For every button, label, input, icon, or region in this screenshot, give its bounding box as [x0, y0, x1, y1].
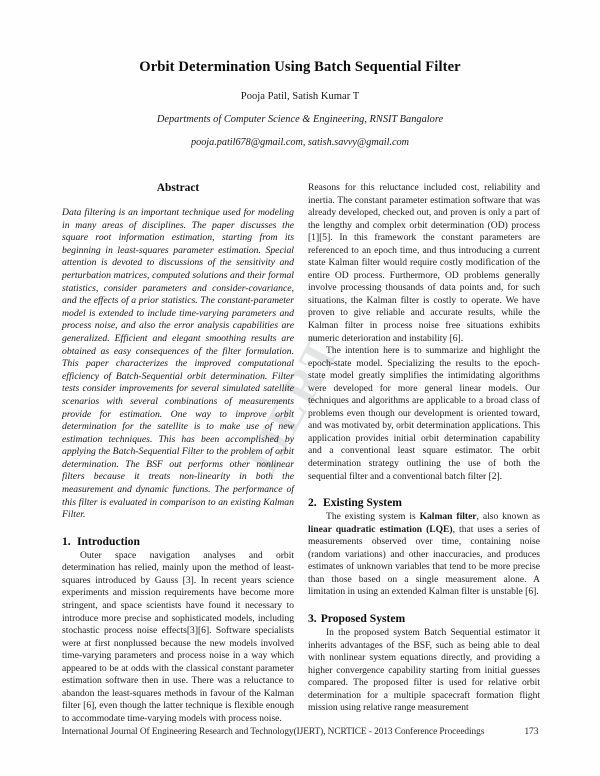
page-footer — [0, 726, 600, 748]
footer-content — [36, 726, 564, 737]
ijert-watermark: IJERT — [235, 327, 351, 483]
existing-mid: , also known as — [476, 511, 540, 523]
section-number-1: 1. — [62, 534, 71, 548]
section-heading-introduction — [62, 535, 294, 548]
existing-system-paragraph — [308, 511, 540, 599]
abstract-heading: Abstract — [156, 182, 200, 194]
section-number-3: 3. — [308, 611, 317, 625]
section-title-existing-system: Existing System — [323, 496, 402, 510]
introduction-paragraph: Outer space navigation analyses and orbit determination has relied, mainly upon the method of least-squares introduced by Gauss [3]. In recent years science experiments and mission requirements have become more stringent, and space scientists have found it necessary to introduce more precise and sophisticated models, including stochastic process noise effects[3][6]. Software specialists were at first nonplussed because the new models involved time-varying parameters and process noise in a way which appeared to be at odds with the classical constant parameter estimation software then in use. There was a reluctance to abandon the least-squares methods in favour of the Kalman filter [6], even though the latter technique is flexible enough to accommodate time-varying models with process noise. — [62, 549, 294, 724]
term-kalman-filter: Kalman filter — [419, 511, 477, 523]
proposed-system-paragraph: In the proposed system Batch Sequential estimator it inherits advantages of the BSF, such as being able to deal with nonlinear system equations directly, and providing a higher convergence capability starting from initial guesses compared. The proposed filter is used for relative orbit determination for a multiple spacecraft formation flight mission using relative range measurement — [308, 626, 540, 714]
page-number: 173 — [524, 726, 539, 737]
existing-lead: The existing system is — [326, 511, 420, 523]
abstract-text: Data filtering is an important technique used for modeling in many areas of disciplines. The paper discusses the square root information estimation, starting from its beginning in least-squares parameter estimation. Special attention is devoted to discussions of the sensitivity and perturbation matrices, computed solutions and their formal statistics, consider parameters and consider-covariance, and the effects of a prior statistics. The constant-parameter model is extended to include time-varying parameters and process noise, and also the error analysis capabilities are generalized. Efficient and elegant smoothing results are obtained as easy consequences of the filter formulation. This paper characterizes the improved computational efficiency of Batch-Sequential orbit determination. Filter tests consider improvements for several simulated satellite scenarios with several combinations of measurements provide for estimation. One way to improve orbit determination for the satellite is to make use of new estimation techniques. This has been accomplished by applying the Batch-Sequential Filter to the problem of orbit determination. The BSF out performs other nonlinear filters because it treats non-linearity in both the measurement and dynamic functions. The performance of this filter is evaluated in comparison to an existing Kalman Filter. — [62, 207, 294, 521]
page-title: Orbit Determination Using Batch Sequential Filter — [139, 59, 461, 75]
reluctance-paragraph: Reasons for this reluctance included cost, reliability and inertia. The constant parameter estimation software that was already developed, checked out, and proven is only a part of the lengthy and complex orbit determination (OD) process [1][5]. In this framework the constant parameters are referenced to an epoch time, and thus introducing a current state Kalman filter would require costly modification of the entire OD process. Furthermore, OD problems generally involve processing thousands of data points and, for such situations, the Kalman filter is costly to operate. We have proven to give reliable and accurate results, while the Kalman filter in process noise free situations exhibits numeric deterioration and instability [6]. — [308, 182, 540, 344]
email-line: pooja.patil678@gmail.com, satish.savvy@gmail.com — [191, 136, 409, 148]
right-column — [308, 182, 540, 726]
author-list: Pooja Patil, Satish Kumar T — [240, 91, 360, 103]
section-title-introduction: Introduction — [77, 534, 140, 548]
left-column — [62, 182, 294, 726]
footer-citation: International Journal Of Engineering Research and Technology(IJERT), NCRTICE - 2013 Conference Proceedings — [61, 727, 485, 737]
affiliation-line: Departments of Computer Science & Engineering, RNSIT Bangalore — [156, 114, 444, 125]
section-title-proposed-system: Proposed System — [320, 611, 406, 625]
existing-rest: , that uses a series of measurements observed over time, containing noise (random variations) and other inaccuracies, and produces estimates of unknown variables that tend to be more precise than those based on a single measurement alone. A limitation in using an extended Kalman filter is unstable [6]. — [308, 523, 540, 598]
paper-masthead — [0, 0, 600, 149]
section-heading-existing-system — [308, 496, 540, 509]
intention-paragraph: The intention here is to summarize and highlight the epoch-state model. Specializing the results to the epoch-state model greatly simplifies the intimidating algorithms were developed for more general linear models. Our techniques and algorithms are applicable to a broad class of problems even though our development is oriented toward, and was motivated by, orbit determination applications. This application provides initial orbit determination capability and a conventional least square estimator. The orbit determination strategy outlining the use of both the sequential filter and a conventional batch filter [2]. — [308, 345, 540, 482]
section-heading-proposed-system — [308, 612, 540, 625]
two-column-body — [62, 182, 540, 726]
term-lqe: linear quadratic estimation (LQE) — [308, 523, 453, 535]
section-number-2: 2. — [308, 496, 317, 510]
